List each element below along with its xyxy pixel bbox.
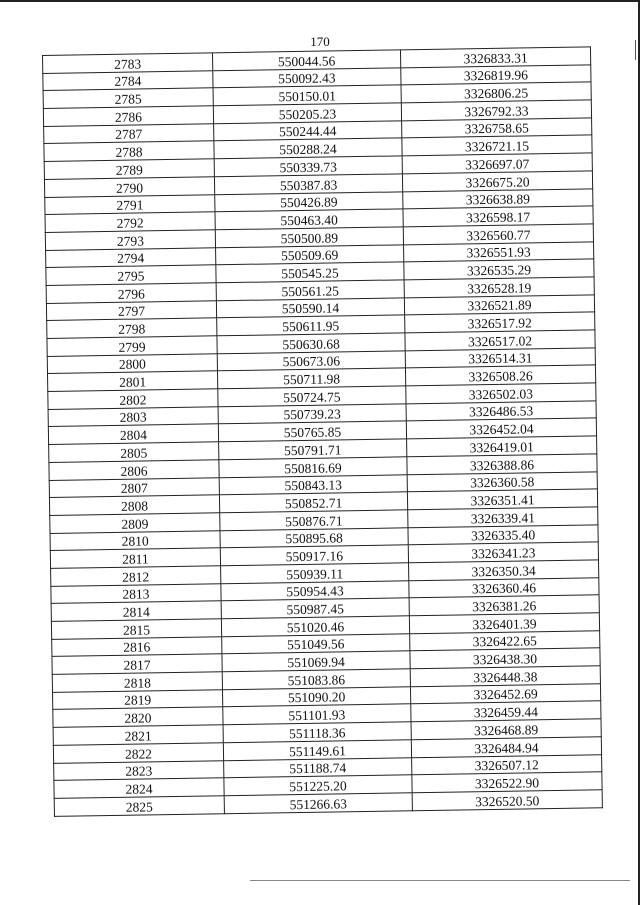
point-number-cell: 2792 — [45, 212, 215, 232]
y-coordinate-cell: 3326401.39 — [409, 613, 599, 634]
point-number-cell: 2793 — [45, 230, 215, 250]
point-number-cell: 2820 — [53, 707, 223, 727]
x-coordinate-cell: 550500.89 — [215, 227, 403, 248]
x-coordinate-cell: 550711.98 — [217, 368, 405, 389]
x-coordinate-cell: 551049.56 — [222, 633, 410, 654]
y-coordinate-cell: 3326520.50 — [412, 790, 602, 811]
y-coordinate-cell: 3326502.03 — [406, 383, 596, 404]
page-number: 170 — [310, 34, 330, 49]
y-coordinate-cell: 3326528.19 — [404, 277, 594, 298]
point-number-cell: 2788 — [44, 141, 214, 161]
x-coordinate-cell: 550939.11 — [221, 563, 409, 584]
y-coordinate-cell: 3326468.89 — [411, 719, 601, 740]
point-number-cell: 2811 — [50, 548, 220, 568]
y-coordinate-cell: 3326697.07 — [402, 153, 592, 174]
point-number-cell: 2803 — [48, 407, 218, 427]
x-coordinate-cell: 550917.16 — [220, 545, 408, 566]
y-coordinate-cell: 3326514.31 — [405, 348, 595, 369]
point-number-cell: 2796 — [46, 283, 216, 303]
x-coordinate-cell: 550339.73 — [214, 156, 402, 177]
y-coordinate-cell: 3326459.44 — [411, 701, 601, 722]
y-coordinate-cell: 3326638.89 — [403, 188, 593, 209]
y-coordinate-cell: 3326551.93 — [404, 241, 594, 262]
point-number-cell: 2784 — [43, 71, 213, 91]
point-number-cell: 2802 — [48, 389, 218, 409]
y-coordinate-cell: 3326419.01 — [407, 436, 597, 457]
point-number-cell: 2807 — [49, 477, 219, 497]
point-number-cell: 2797 — [46, 300, 216, 320]
x-coordinate-cell: 550895.68 — [220, 527, 408, 548]
y-coordinate-cell: 3326517.02 — [405, 330, 595, 351]
x-coordinate-cell: 551118.36 — [223, 722, 411, 743]
y-coordinate-cell: 3326452.69 — [410, 684, 600, 705]
point-number-cell: 2812 — [51, 566, 221, 586]
y-coordinate-cell: 3326819.96 — [401, 65, 591, 86]
y-coordinate-cell: 3326448.38 — [410, 666, 600, 687]
y-coordinate-cell: 3326517.92 — [405, 312, 595, 333]
y-coordinate-cell: 3326484.94 — [411, 737, 601, 758]
y-coordinate-cell: 3326335.40 — [408, 524, 598, 545]
point-number-cell: 2815 — [51, 619, 221, 639]
x-coordinate-cell: 550876.71 — [220, 510, 408, 531]
y-coordinate-cell: 3326535.29 — [404, 259, 594, 280]
y-coordinate-cell: 3326486.53 — [406, 401, 596, 422]
point-number-cell: 2786 — [43, 106, 213, 126]
x-coordinate-cell: 550673.06 — [217, 351, 405, 372]
y-coordinate-cell: 3326675.20 — [402, 171, 592, 192]
y-coordinate-cell: 3326721.15 — [402, 135, 592, 156]
x-coordinate-cell: 551020.46 — [221, 616, 409, 637]
y-coordinate-cell: 3326598.17 — [403, 206, 593, 227]
x-coordinate-cell: 550561.25 — [216, 280, 404, 301]
point-number-cell: 2798 — [47, 318, 217, 338]
point-number-cell: 2799 — [47, 336, 217, 356]
x-coordinate-cell: 551101.93 — [223, 704, 411, 725]
x-coordinate-cell: 550611.95 — [217, 315, 405, 336]
point-number-cell: 2794 — [46, 247, 216, 267]
x-coordinate-cell: 550954.43 — [221, 580, 409, 601]
x-coordinate-cell: 550545.25 — [216, 262, 404, 283]
x-coordinate-cell: 550843.13 — [219, 474, 407, 495]
y-coordinate-cell: 3326339.41 — [408, 507, 598, 528]
page-top-border — [0, 0, 640, 2]
x-coordinate-cell: 550387.83 — [214, 174, 402, 195]
page-bottom-line — [250, 880, 630, 881]
x-coordinate-cell: 551225.20 — [224, 775, 412, 796]
x-coordinate-cell: 550288.24 — [214, 138, 402, 159]
point-number-cell: 2814 — [51, 601, 221, 621]
point-number-cell: 2821 — [53, 725, 223, 745]
y-coordinate-cell: 3326341.23 — [408, 542, 598, 563]
x-coordinate-cell: 551069.94 — [222, 651, 410, 672]
point-number-cell: 2823 — [54, 760, 224, 780]
y-coordinate-cell: 3326522.90 — [412, 772, 602, 793]
x-coordinate-cell: 550816.69 — [219, 457, 407, 478]
coordinates-sheet — [42, 46, 602, 816]
point-number-cell: 2804 — [48, 424, 218, 444]
x-coordinate-cell: 551266.63 — [224, 793, 412, 814]
y-coordinate-cell: 3326560.77 — [403, 224, 593, 245]
x-coordinate-cell: 550509.69 — [216, 244, 404, 265]
point-number-cell: 2800 — [47, 353, 217, 373]
point-number-cell: 2818 — [52, 672, 222, 692]
point-number-cell: 2822 — [53, 743, 223, 763]
y-coordinate-cell: 3326381.26 — [409, 595, 599, 616]
y-coordinate-cell: 3326388.86 — [407, 454, 597, 475]
point-number-cell: 2801 — [48, 371, 218, 391]
x-coordinate-cell: 550463.40 — [215, 209, 403, 230]
y-coordinate-cell: 3326360.46 — [409, 577, 599, 598]
point-number-cell: 2791 — [45, 194, 215, 214]
point-number-cell: 2825 — [54, 796, 224, 816]
point-number-cell: 2790 — [44, 177, 214, 197]
coordinates-table — [42, 46, 603, 816]
x-coordinate-cell: 550150.01 — [213, 85, 401, 106]
point-number-cell: 2805 — [49, 442, 219, 462]
point-number-cell: 2787 — [44, 124, 214, 144]
point-number-cell: 2824 — [54, 778, 224, 798]
x-coordinate-cell: 551188.74 — [224, 757, 412, 778]
x-coordinate-cell: 550205.23 — [213, 103, 401, 124]
x-coordinate-cell: 550630.68 — [217, 333, 405, 354]
point-number-cell: 2808 — [49, 495, 219, 515]
y-coordinate-cell: 3326508.26 — [405, 365, 595, 386]
point-number-cell: 2789 — [44, 159, 214, 179]
x-coordinate-cell: 550044.56 — [212, 50, 400, 71]
y-coordinate-cell: 3326452.04 — [406, 418, 596, 439]
point-number-cell: 2816 — [52, 636, 222, 656]
point-number-cell: 2813 — [51, 583, 221, 603]
x-coordinate-cell: 550724.75 — [218, 386, 406, 407]
coordinates-table-body — [43, 47, 603, 816]
y-coordinate-cell: 3326507.12 — [412, 754, 602, 775]
y-coordinate-cell: 3326792.33 — [401, 100, 591, 121]
point-number-cell: 2819 — [53, 689, 223, 709]
point-number-cell: 2806 — [49, 460, 219, 480]
x-coordinate-cell: 551149.61 — [223, 740, 411, 761]
y-coordinate-cell: 3326438.30 — [410, 648, 600, 669]
x-coordinate-cell: 550852.71 — [219, 492, 407, 513]
y-coordinate-cell: 3326758.65 — [402, 118, 592, 139]
y-coordinate-cell: 3326360.58 — [407, 471, 597, 492]
point-number-cell: 2810 — [50, 530, 220, 550]
x-coordinate-cell: 550092.43 — [213, 68, 401, 89]
x-coordinate-cell: 550590.14 — [216, 297, 404, 318]
y-coordinate-cell: 3326351.41 — [407, 489, 597, 510]
y-coordinate-cell: 3326833.31 — [400, 47, 590, 68]
point-number-cell: 2795 — [46, 265, 216, 285]
y-coordinate-cell: 3326422.65 — [410, 630, 600, 651]
x-coordinate-cell: 551090.20 — [222, 687, 410, 708]
x-coordinate-cell: 550791.71 — [219, 439, 407, 460]
point-number-cell: 2785 — [43, 88, 213, 108]
y-coordinate-cell: 3326806.25 — [401, 82, 591, 103]
x-coordinate-cell: 550987.45 — [221, 598, 409, 619]
x-coordinate-cell: 550426.89 — [215, 191, 403, 212]
y-coordinate-cell: 3326521.89 — [404, 294, 594, 315]
x-coordinate-cell: 550244.44 — [214, 121, 402, 142]
x-coordinate-cell: 550765.85 — [218, 421, 406, 442]
y-coordinate-cell: 3326350.34 — [409, 560, 599, 581]
x-coordinate-cell: 551083.86 — [222, 669, 410, 690]
point-number-cell: 2809 — [50, 513, 220, 533]
x-coordinate-cell: 550739.23 — [218, 404, 406, 425]
point-number-cell: 2817 — [52, 654, 222, 674]
point-number-cell: 2783 — [43, 53, 213, 73]
